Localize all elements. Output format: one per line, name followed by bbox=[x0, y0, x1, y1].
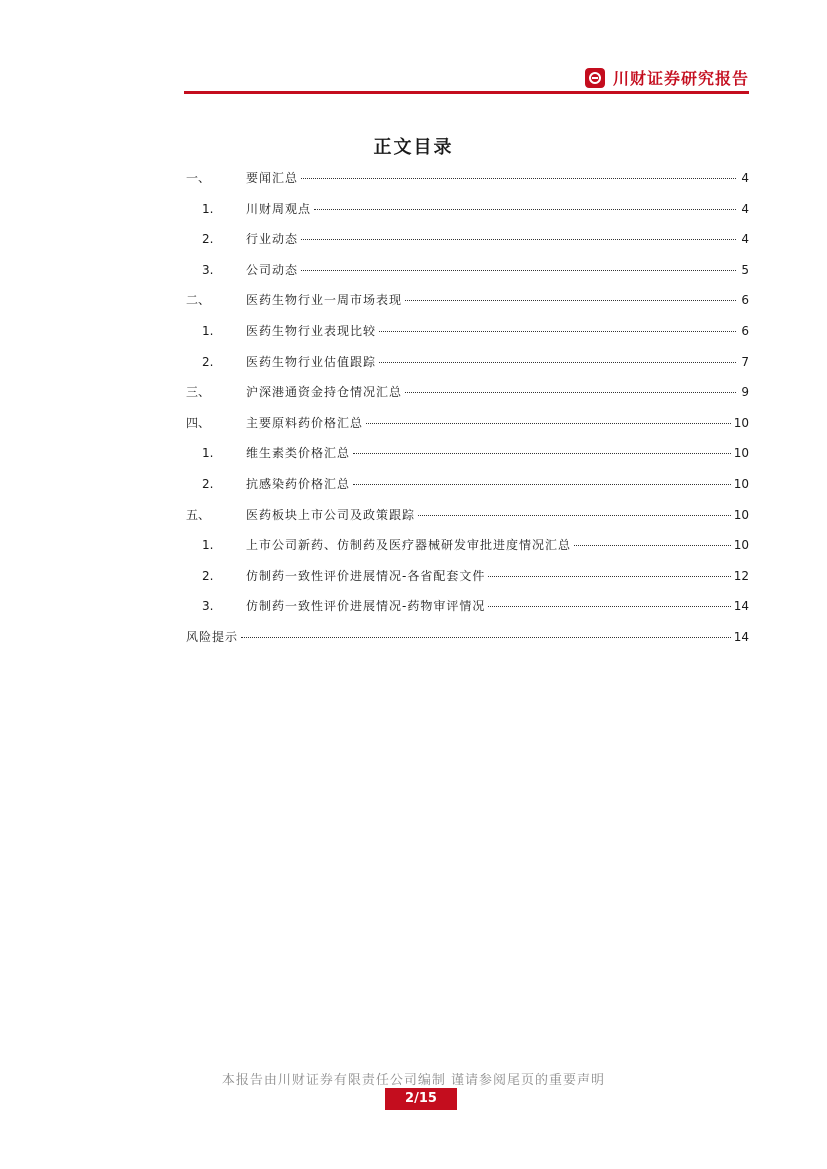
toc-dot-leader bbox=[379, 330, 736, 332]
toc-entry[interactable] bbox=[186, 413, 749, 444]
toc-dot-leader bbox=[301, 238, 736, 240]
toc-entry-number: 2. bbox=[202, 568, 214, 583]
toc-entry[interactable] bbox=[186, 321, 749, 352]
toc-entry-page: 14 bbox=[733, 599, 749, 614]
toc-dot-leader bbox=[574, 544, 731, 546]
toc-entry-label: 维生素类价格汇总 bbox=[246, 446, 351, 461]
toc-entry-page: 10 bbox=[733, 446, 749, 461]
toc-entry-page: 12 bbox=[733, 568, 749, 583]
brand-title: 川财证券研究报告 bbox=[612, 69, 749, 88]
toc-dot-leader bbox=[366, 422, 731, 424]
toc-dot-leader bbox=[488, 575, 730, 577]
toc-entry-number: 3. bbox=[202, 599, 214, 614]
toc-entry-label: 行业动态 bbox=[246, 232, 299, 247]
toc-entry-label: 抗感染药价格汇总 bbox=[246, 476, 351, 491]
toc-entry[interactable] bbox=[186, 627, 749, 658]
toc-entry-label: 风险提示 bbox=[186, 629, 239, 644]
page-title: 正文目录 bbox=[373, 137, 454, 158]
toc-entry-page: 10 bbox=[733, 476, 749, 491]
toc-entry-label: 公司动态 bbox=[246, 262, 299, 277]
toc-entry-page: 9 bbox=[741, 385, 749, 400]
toc-entry[interactable] bbox=[186, 443, 749, 474]
toc-entry-number: 四、 bbox=[186, 415, 211, 430]
toc-entry-label: 主要原料药价格汇总 bbox=[246, 415, 364, 430]
toc-entry-number: 五、 bbox=[186, 507, 211, 522]
toc-dot-leader bbox=[379, 361, 736, 363]
toc-entry[interactable] bbox=[186, 199, 749, 230]
toc-entry-number: 一、 bbox=[186, 171, 211, 185]
header-divider bbox=[184, 91, 749, 94]
toc-dot-leader bbox=[353, 452, 731, 454]
toc-dot-leader bbox=[314, 208, 736, 210]
header-brand bbox=[585, 66, 749, 89]
toc-entry[interactable] bbox=[186, 596, 749, 627]
page-number-badge: 2/15 bbox=[385, 1088, 457, 1110]
toc-entry[interactable] bbox=[186, 382, 749, 413]
toc-dot-leader bbox=[405, 299, 736, 301]
toc-entry[interactable] bbox=[186, 229, 749, 260]
company-logo-icon bbox=[585, 68, 605, 88]
toc-dot-leader bbox=[488, 605, 730, 607]
toc-entry-label: 医药板块上市公司及政策跟踪 bbox=[246, 507, 416, 522]
toc-dot-leader bbox=[301, 269, 736, 271]
toc-entry-number: 1. bbox=[202, 201, 214, 216]
toc-entry-label: 医药生物行业表现比较 bbox=[246, 323, 377, 338]
toc-entry[interactable] bbox=[186, 474, 749, 505]
toc-entry-label: 仿制药一致性评价进展情况-各省配套文件 bbox=[246, 568, 486, 583]
toc-entry-label: 医药生物行业一周市场表现 bbox=[246, 293, 403, 308]
toc-entry[interactable] bbox=[186, 290, 749, 321]
toc-entry-page: 7 bbox=[741, 354, 749, 369]
toc-entry[interactable] bbox=[186, 535, 749, 566]
toc-entry-label: 要闻汇总 bbox=[246, 171, 299, 185]
toc-entry-page: 10 bbox=[733, 415, 749, 430]
toc-entry[interactable] bbox=[186, 352, 749, 383]
toc-entry-page: 4 bbox=[741, 171, 749, 185]
toc-entry-label: 沪深港通资金持仓情况汇总 bbox=[246, 385, 403, 400]
toc-entry[interactable] bbox=[186, 168, 749, 199]
toc-entry-number: 2. bbox=[202, 476, 214, 491]
table-of-contents bbox=[186, 168, 749, 658]
toc-dot-leader bbox=[353, 483, 731, 485]
toc-dot-leader bbox=[405, 391, 736, 393]
toc-dot-leader bbox=[301, 177, 736, 179]
toc-entry-page: 4 bbox=[741, 232, 749, 247]
toc-entry-number: 三、 bbox=[186, 385, 211, 400]
toc-entry-number: 二、 bbox=[186, 293, 211, 308]
toc-entry-label: 川财周观点 bbox=[246, 201, 312, 216]
toc-entry-page: 4 bbox=[741, 201, 749, 216]
toc-entry[interactable] bbox=[186, 566, 749, 597]
toc-entry-number: 3. bbox=[202, 262, 214, 277]
toc-dot-leader bbox=[418, 514, 731, 516]
toc-entry-label: 仿制药一致性评价进展情况-药物审评情况 bbox=[246, 599, 486, 614]
toc-entry-page: 10 bbox=[733, 538, 749, 553]
toc-entry-page: 6 bbox=[741, 293, 749, 308]
toc-entry-number: 1. bbox=[202, 538, 214, 553]
toc-entry-page: 14 bbox=[733, 629, 749, 644]
toc-entry-number: 2. bbox=[202, 354, 214, 369]
toc-entry-number: 1. bbox=[202, 446, 214, 461]
toc-entry-page: 10 bbox=[733, 507, 749, 522]
footer-disclaimer: 本报告由川财证券有限责任公司编制 谨请参阅尾页的重要声明 bbox=[221, 1073, 606, 1088]
toc-entry-number: 1. bbox=[202, 323, 214, 338]
toc-entry-page: 6 bbox=[741, 323, 749, 338]
toc-entry-page: 5 bbox=[741, 262, 749, 277]
toc-entry-label: 上市公司新药、仿制药及医疗器械研发审批进度情况汇总 bbox=[246, 538, 572, 553]
toc-dot-leader bbox=[241, 636, 731, 638]
toc-entry[interactable] bbox=[186, 260, 749, 291]
toc-entry-label: 医药生物行业估值跟踪 bbox=[246, 354, 377, 369]
toc-entry-number: 2. bbox=[202, 232, 214, 247]
toc-entry[interactable] bbox=[186, 505, 749, 536]
